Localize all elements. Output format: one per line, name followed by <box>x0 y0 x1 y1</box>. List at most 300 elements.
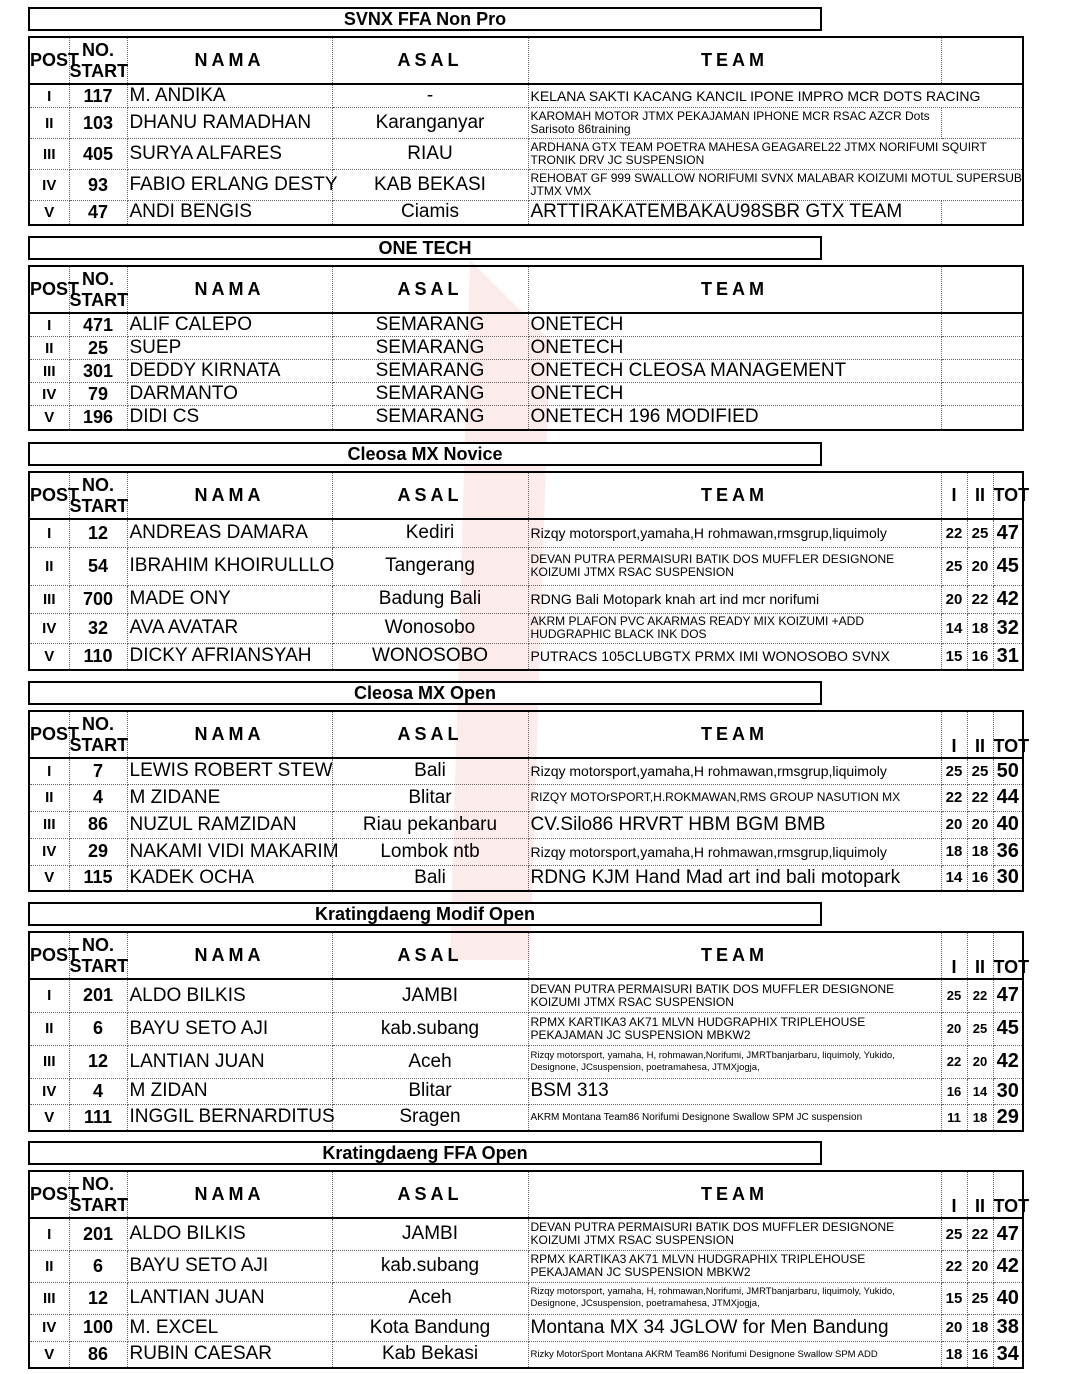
cell-pos: IV <box>29 383 69 406</box>
cell-tot: 34 <box>993 1341 1023 1368</box>
header-team: TEAM <box>528 472 941 519</box>
cell-team: RDNG Bali Motopark knah art ind mcr norifumi <box>528 585 941 613</box>
header-pos: POST <box>29 472 69 519</box>
cell-asal: Kediri <box>332 519 528 547</box>
cell-tot: 42 <box>993 1045 1023 1078</box>
cell-asal: RIAU <box>332 139 528 170</box>
cell-team: PUTRACS 105CLUBGTX PRMX IMI WONOSOBO SVNX <box>528 643 941 670</box>
header-total: TOT <box>993 711 1023 758</box>
cell-nama: ALDO BILKIS <box>127 1218 332 1250</box>
header-nama: NAMA <box>127 37 332 84</box>
cell-asal: Blitar <box>332 1078 528 1104</box>
table-header <box>29 711 1023 758</box>
cell-no: 4 <box>69 784 127 811</box>
cell-no: 12 <box>69 1282 127 1314</box>
cell-asal: SEMARANG <box>332 406 528 430</box>
cell <box>941 360 1023 383</box>
header-no-start: NO. START <box>69 711 127 758</box>
cell-pos: III <box>29 1045 69 1078</box>
cell-no: 103 <box>69 108 127 139</box>
cell-tot: 44 <box>993 784 1023 811</box>
cell-sc: 25 <box>967 1012 993 1045</box>
table-row <box>29 865 1023 891</box>
table-row <box>29 1341 1023 1368</box>
table-row <box>29 1218 1023 1250</box>
cell-no: 12 <box>69 519 127 547</box>
cell-no: 7 <box>69 758 127 784</box>
cell-nama: ANDI BENGIS <box>127 201 332 225</box>
cell-team: DEVAN PUTRA PERMAISURI BATIK DOS MUFFLER DESIGNONE KOIZUMI JTMX RSAC SUSPENSION <box>528 979 941 1012</box>
cell-asal: Kota Bandung <box>332 1314 528 1341</box>
cell-team: CV.Silo86 HRVRT HBM BGM BMB <box>528 811 941 838</box>
cell-no: 12 <box>69 1045 127 1078</box>
cell <box>941 406 1023 430</box>
header-pos: POST <box>29 1171 69 1218</box>
cell-sc: 25 <box>967 758 993 784</box>
cell-tot: 40 <box>993 1282 1023 1314</box>
cell-asal: Sragen <box>332 1104 528 1131</box>
cell-sc: 14 <box>967 1078 993 1104</box>
table-row <box>29 337 1023 360</box>
cell-asal: Aceh <box>332 1045 528 1078</box>
header-score-2: II <box>967 932 993 979</box>
cell-pos: IV <box>29 1314 69 1341</box>
cell-no: 405 <box>69 139 127 170</box>
header-asal: ASAL <box>332 1171 528 1218</box>
cell-pos: V <box>29 643 69 670</box>
cell-asal: kab.subang <box>332 1250 528 1282</box>
cell-pos: II <box>29 547 69 585</box>
cell-no: 93 <box>69 170 127 201</box>
section-title: Kratingdaeng Modif Open <box>28 902 822 926</box>
cell-team: ONETECH CLEOSA MANAGEMENT <box>528 360 941 383</box>
cell-team: ONETECH <box>528 383 941 406</box>
cell-sc: 22 <box>967 784 993 811</box>
cell-tot: 45 <box>993 1012 1023 1045</box>
cell-asal: Bali <box>332 758 528 784</box>
results-table <box>28 471 1030 671</box>
section-title: Cleosa MX Open <box>28 681 822 705</box>
cell-sc: 22 <box>941 1250 967 1282</box>
table-row <box>29 1012 1023 1045</box>
cell-nama: MADE ONY <box>127 585 332 613</box>
cell-nama: DARMANTO <box>127 383 332 406</box>
cell-no: 47 <box>69 201 127 225</box>
cell-asal: SEMARANG <box>332 337 528 360</box>
table-row <box>29 643 1023 670</box>
table-row <box>29 1282 1023 1314</box>
cell-no: 117 <box>69 84 127 108</box>
table-row <box>29 139 1023 170</box>
cell <box>941 37 1023 84</box>
header-no-start: NO. START <box>69 1171 127 1218</box>
table-row <box>29 1314 1023 1341</box>
cell-pos: I <box>29 84 69 108</box>
section-cleosa-mx-open <box>28 681 1030 893</box>
header-score-2: II <box>967 711 993 758</box>
cell-asal: JAMBI <box>332 1218 528 1250</box>
cell-nama: LANTIAN JUAN <box>127 1282 332 1314</box>
cell-asal: Tangerang <box>332 547 528 585</box>
cell-pos: IV <box>29 613 69 643</box>
cell-pos: I <box>29 758 69 784</box>
header-team: TEAM <box>528 37 941 84</box>
table-row <box>29 1104 1023 1131</box>
cell-sc: 15 <box>941 643 967 670</box>
cell-tot: 36 <box>993 838 1023 865</box>
section-svnx-ffa-non-pro <box>28 7 1022 228</box>
cell-pos: I <box>29 979 69 1012</box>
header-team: TEAM <box>528 266 941 313</box>
cell-no: 29 <box>69 838 127 865</box>
cell-sc: 18 <box>941 1341 967 1368</box>
header-pos: POST <box>29 37 69 84</box>
header-score-1: I <box>941 472 967 519</box>
cell-nama: NAKAMI VIDI MAKARIM <box>127 838 332 865</box>
cell-asal: - <box>332 84 528 108</box>
header-score-2: II <box>967 1171 993 1218</box>
table-row <box>29 1045 1023 1078</box>
cell-no: 115 <box>69 865 127 891</box>
cell-no: 86 <box>69 1341 127 1368</box>
cell-no: 301 <box>69 360 127 383</box>
cell-asal: Badung Bali <box>332 585 528 613</box>
results-table <box>28 1170 1030 1369</box>
cell-nama: BAYU SETO AJI <box>127 1250 332 1282</box>
cell-pos: III <box>29 585 69 613</box>
cell-sc: 25 <box>941 1218 967 1250</box>
cell-pos: II <box>29 1250 69 1282</box>
cell-nama: DIDI CS <box>127 406 332 430</box>
table-row <box>29 383 1023 406</box>
cell-tot: 42 <box>993 1250 1023 1282</box>
cell-nama: M. EXCEL <box>127 1314 332 1341</box>
header-score-2: II <box>967 472 993 519</box>
section-title: Cleosa MX Novice <box>28 442 822 466</box>
table-row <box>29 784 1023 811</box>
cell-team: RIZQY MOTOrSPORT,H.ROKMAWAN,RMS GROUP NASUTION MX <box>528 784 941 811</box>
cell-asal: SEMARANG <box>332 383 528 406</box>
cell-no: 6 <box>69 1250 127 1282</box>
cell-team: RDNG KJM Hand Mad art ind bali motopark <box>528 865 941 891</box>
cell-sc: 20 <box>941 811 967 838</box>
header-team: TEAM <box>528 711 941 758</box>
cell-asal: Lombok ntb <box>332 838 528 865</box>
cell-no: 86 <box>69 811 127 838</box>
cell-team: RPMX KARTIKA3 AK71 MLVN HUDGRAPHIX TRIPLEHOUSE PEKAJAMAN JC SUSPENSION MBKW2 <box>528 1012 941 1045</box>
cell-team: ONETECH 196 MODIFIED <box>528 406 941 430</box>
cell-team: ONETECH <box>528 313 941 337</box>
cell-nama: IBRAHIM KHOIRULLLO <box>127 547 332 585</box>
cell-team: KELANA SAKTI KACANG KANCIL IPONE IMPRO MCR DOTS RACING <box>528 84 1023 108</box>
cell-nama: KADEK OCHA <box>127 865 332 891</box>
cell-pos: V <box>29 1341 69 1368</box>
header-nama: NAMA <box>127 932 332 979</box>
table-row <box>29 170 1023 201</box>
table-row <box>29 360 1023 383</box>
cell-asal: Karanganyar <box>332 108 528 139</box>
cell-team: Rizqy motorsport,yamaha,H rohmawan,rmsgrup,liquimoly <box>528 838 941 865</box>
cell-sc: 22 <box>941 1045 967 1078</box>
table-row <box>29 838 1023 865</box>
header-total: TOT <box>993 932 1023 979</box>
section-kratingdaeng-modif-open <box>28 902 1030 1132</box>
cell-team: KAROMAH MOTOR JTMX PEKAJAMAN IPHONE MCR RSAC AZCR Dots Sarisoto 86training <box>528 108 941 139</box>
cell-team: Rizqy motorsport, yamaha, H, rohmawan,Norifumi, JMRTbanjarbaru, liquimoly, Yukido, Designone, JCsuspension, poetramahesa, JTMXjogja, <box>528 1282 941 1314</box>
cell-pos: I <box>29 519 69 547</box>
cell-nama: DICKY AFRIANSYAH <box>127 643 332 670</box>
cell-pos: II <box>29 108 69 139</box>
cell-sc: 16 <box>941 1078 967 1104</box>
cell-sc: 16 <box>967 865 993 891</box>
cell-nama: ALDO BILKIS <box>127 979 332 1012</box>
header-score-1: I <box>941 932 967 979</box>
cell-asal: Aceh <box>332 1282 528 1314</box>
cell-pos: II <box>29 337 69 360</box>
cell-nama: FABIO ERLANG DESTY <box>127 170 332 201</box>
cell-asal: SEMARANG <box>332 360 528 383</box>
cell-sc: 25 <box>967 519 993 547</box>
cell <box>941 383 1023 406</box>
cell-tot: 42 <box>993 585 1023 613</box>
cell-no: 79 <box>69 383 127 406</box>
header-asal: ASAL <box>332 711 528 758</box>
table-row <box>29 1078 1023 1104</box>
cell-team: AKRM Montana Team86 Norifumi Designone Swallow SPM JC suspension <box>528 1104 941 1131</box>
cell-tot: 38 <box>993 1314 1023 1341</box>
cell-sc: 18 <box>941 838 967 865</box>
cell-sc: 18 <box>967 838 993 865</box>
cell-sc: 20 <box>967 1250 993 1282</box>
results-table <box>28 265 1024 431</box>
table-row <box>29 585 1023 613</box>
cell-sc: 25 <box>941 979 967 1012</box>
cell-nama: SURYA ALFARES <box>127 139 332 170</box>
cell-tot: 30 <box>993 1078 1023 1104</box>
cell-team: Rizqy motorsport, yamaha, H, rohmawan,Norifumi, JMRTbanjarbaru, liquimoly, Yukido, Designone, JCsuspension, poetramahesa, JTMXjogja, <box>528 1045 941 1078</box>
cell-pos: V <box>29 1104 69 1131</box>
cell-nama: LANTIAN JUAN <box>127 1045 332 1078</box>
cell-pos: IV <box>29 838 69 865</box>
cell-nama: ALIF CALEPO <box>127 313 332 337</box>
cell-nama: M. ANDIKA <box>127 84 332 108</box>
table-header <box>29 266 1023 313</box>
section-kratingdaeng-ffa-open <box>28 1141 1030 1371</box>
cell-pos: I <box>29 313 69 337</box>
cell <box>941 201 1023 225</box>
cell-nama: RUBIN CAESAR <box>127 1341 332 1368</box>
cell-tot: 47 <box>993 1218 1023 1250</box>
table-row <box>29 84 1023 108</box>
cell-sc: 22 <box>967 979 993 1012</box>
cell-sc: 22 <box>941 519 967 547</box>
cell-sc: 22 <box>967 585 993 613</box>
table-row <box>29 406 1023 430</box>
cell-asal: Blitar <box>332 784 528 811</box>
cell-pos: I <box>29 1218 69 1250</box>
cell-no: 471 <box>69 313 127 337</box>
header-pos: POST <box>29 932 69 979</box>
cell-team: RPMX KARTIKA3 AK71 MLVN HUDGRAPHIX TRIPLEHOUSE PEKAJAMAN JC SUSPENSION MBKW2 <box>528 1250 941 1282</box>
cell-no: 196 <box>69 406 127 430</box>
cell-no: 54 <box>69 547 127 585</box>
section-one-tech <box>28 236 1022 434</box>
cell-pos: II <box>29 1012 69 1045</box>
cell-asal: JAMBI <box>332 979 528 1012</box>
cell-tot: 40 <box>993 811 1023 838</box>
cell-sc: 20 <box>941 585 967 613</box>
cell-pos: IV <box>29 170 69 201</box>
cell-sc: 18 <box>967 1314 993 1341</box>
cell-tot: 30 <box>993 865 1023 891</box>
table-row <box>29 1250 1023 1282</box>
section-title: Kratingdaeng FFA Open <box>28 1141 822 1165</box>
cell-team: ARTTIRAKATEMBAKAU98SBR GTX TEAM <box>528 201 941 225</box>
table-row <box>29 613 1023 643</box>
cell-no: 111 <box>69 1104 127 1131</box>
section-cleosa-mx-novice <box>28 442 1030 672</box>
cell-sc: 16 <box>967 643 993 670</box>
cell-team: ARDHANA GTX TEAM POETRA MAHESA GEAGAREL22 JTMX NORIFUMI SQUIRT TRONIK DRV JC SUSPENSION <box>528 139 1023 170</box>
cell <box>941 337 1023 360</box>
cell-sc: 20 <box>967 811 993 838</box>
cell-pos: III <box>29 360 69 383</box>
cell-tot: 31 <box>993 643 1023 670</box>
cell-team: AKRM PLAFON PVC AKARMAS READY MIX KOIZUMI +ADD HUDGRAPHIC BLACK INK DOS <box>528 613 941 643</box>
cell-nama: DEDDY KIRNATA <box>127 360 332 383</box>
cell-no: 110 <box>69 643 127 670</box>
cell-sc: 20 <box>967 1045 993 1078</box>
cell-sc: 14 <box>941 865 967 891</box>
cell-sc: 18 <box>967 1104 993 1131</box>
cell-tot: 50 <box>993 758 1023 784</box>
table-row <box>29 313 1023 337</box>
cell-team: Montana MX 34 JGLOW for Men Bandung <box>528 1314 941 1341</box>
cell-asal: KAB BEKASI <box>332 170 528 201</box>
cell-tot: 47 <box>993 979 1023 1012</box>
cell-nama: NUZUL RAMZIDAN <box>127 811 332 838</box>
cell-sc: 20 <box>941 1012 967 1045</box>
cell-team: Rizqy motorsport,yamaha,H rohmawan,rmsgrup,liquimoly <box>528 758 941 784</box>
cell-asal: Bali <box>332 865 528 891</box>
header-asal: ASAL <box>332 932 528 979</box>
header-score-1: I <box>941 1171 967 1218</box>
cell-sc: 25 <box>941 547 967 585</box>
cell-nama: LEWIS ROBERT STEW <box>127 758 332 784</box>
results-table <box>28 36 1024 226</box>
cell-tot: 32 <box>993 613 1023 643</box>
section-title: SVNX FFA Non Pro <box>28 7 822 31</box>
header-asal: ASAL <box>332 472 528 519</box>
cell-nama: SUEP <box>127 337 332 360</box>
cell-pos: V <box>29 865 69 891</box>
header-team: TEAM <box>528 932 941 979</box>
header-asal: ASAL <box>332 37 528 84</box>
cell-asal: Ciamis <box>332 201 528 225</box>
cell-sc: 15 <box>941 1282 967 1314</box>
cell-asal: Riau pekanbaru <box>332 811 528 838</box>
cell-no: 32 <box>69 613 127 643</box>
cell-asal: Kab Bekasi <box>332 1341 528 1368</box>
cell-no: 700 <box>69 585 127 613</box>
header-nama: NAMA <box>127 472 332 519</box>
cell-pos: V <box>29 201 69 225</box>
cell-sc: 22 <box>941 784 967 811</box>
cell-team: DEVAN PUTRA PERMAISURI BATIK DOS MUFFLER DESIGNONE KOIZUMI JTMX RSAC SUSPENSION <box>528 1218 941 1250</box>
cell-no: 6 <box>69 1012 127 1045</box>
header-team: TEAM <box>528 1171 941 1218</box>
cell-team: Rizky MotorSport Montana AKRM Team86 Norifumi Designone Swallow SPM ADD <box>528 1341 941 1368</box>
header-nama: NAMA <box>127 711 332 758</box>
table-row <box>29 519 1023 547</box>
cell-nama: BAYU SETO AJI <box>127 1012 332 1045</box>
cell-asal: kab.subang <box>332 1012 528 1045</box>
table-header <box>29 472 1023 519</box>
header-no-start: NO. START <box>69 266 127 313</box>
table-row <box>29 979 1023 1012</box>
cell-asal: Wonosobo <box>332 613 528 643</box>
header-no-start: NO. START <box>69 932 127 979</box>
cell-sc: 25 <box>941 758 967 784</box>
cell-no: 25 <box>69 337 127 360</box>
table-row <box>29 758 1023 784</box>
results-table <box>28 710 1030 892</box>
table-row <box>29 201 1023 225</box>
cell-pos: III <box>29 139 69 170</box>
cell-nama: M ZIDAN <box>127 1078 332 1104</box>
header-nama: NAMA <box>127 266 332 313</box>
cell-sc: 20 <box>967 547 993 585</box>
header-no-start: NO. START <box>69 37 127 84</box>
header-asal: ASAL <box>332 266 528 313</box>
cell-sc: 25 <box>967 1282 993 1314</box>
cell-no: 4 <box>69 1078 127 1104</box>
cell-team: Rizqy motorsport,yamaha,H rohmawan,rmsgrup,liquimoly <box>528 519 941 547</box>
cell-tot: 47 <box>993 519 1023 547</box>
cell-no: 201 <box>69 979 127 1012</box>
cell-nama: M ZIDANE <box>127 784 332 811</box>
cell-nama: INGGIL BERNARDITUS <box>127 1104 332 1131</box>
cell <box>941 108 1023 139</box>
header-no-start: NO. START <box>69 472 127 519</box>
header-total: TOT <box>993 1171 1023 1218</box>
cell-pos: V <box>29 406 69 430</box>
header-score-1: I <box>941 711 967 758</box>
cell-sc: 18 <box>967 613 993 643</box>
table-row <box>29 811 1023 838</box>
table-header <box>29 932 1023 979</box>
table-row <box>29 108 1023 139</box>
cell-no: 100 <box>69 1314 127 1341</box>
cell-sc: 11 <box>941 1104 967 1131</box>
cell-tot: 29 <box>993 1104 1023 1131</box>
header-pos: POST <box>29 711 69 758</box>
cell-sc: 16 <box>967 1341 993 1368</box>
table-header <box>29 37 1023 84</box>
results-table <box>28 931 1030 1132</box>
cell-asal: SEMARANG <box>332 313 528 337</box>
header-total: TOT <box>993 472 1023 519</box>
header-nama: NAMA <box>127 1171 332 1218</box>
cell-asal: WONOSOBO <box>332 643 528 670</box>
table-header <box>29 1171 1023 1218</box>
cell-nama: AVA AVATAR <box>127 613 332 643</box>
cell-no: 201 <box>69 1218 127 1250</box>
cell-pos: III <box>29 811 69 838</box>
cell <box>941 313 1023 337</box>
cell-team: REHOBAT GF 999 SWALLOW NORIFUMI SVNX MALABAR KOIZUMI MOTUL SUPERSUB JTMX VMX <box>528 170 1023 201</box>
cell-sc: 20 <box>941 1314 967 1341</box>
